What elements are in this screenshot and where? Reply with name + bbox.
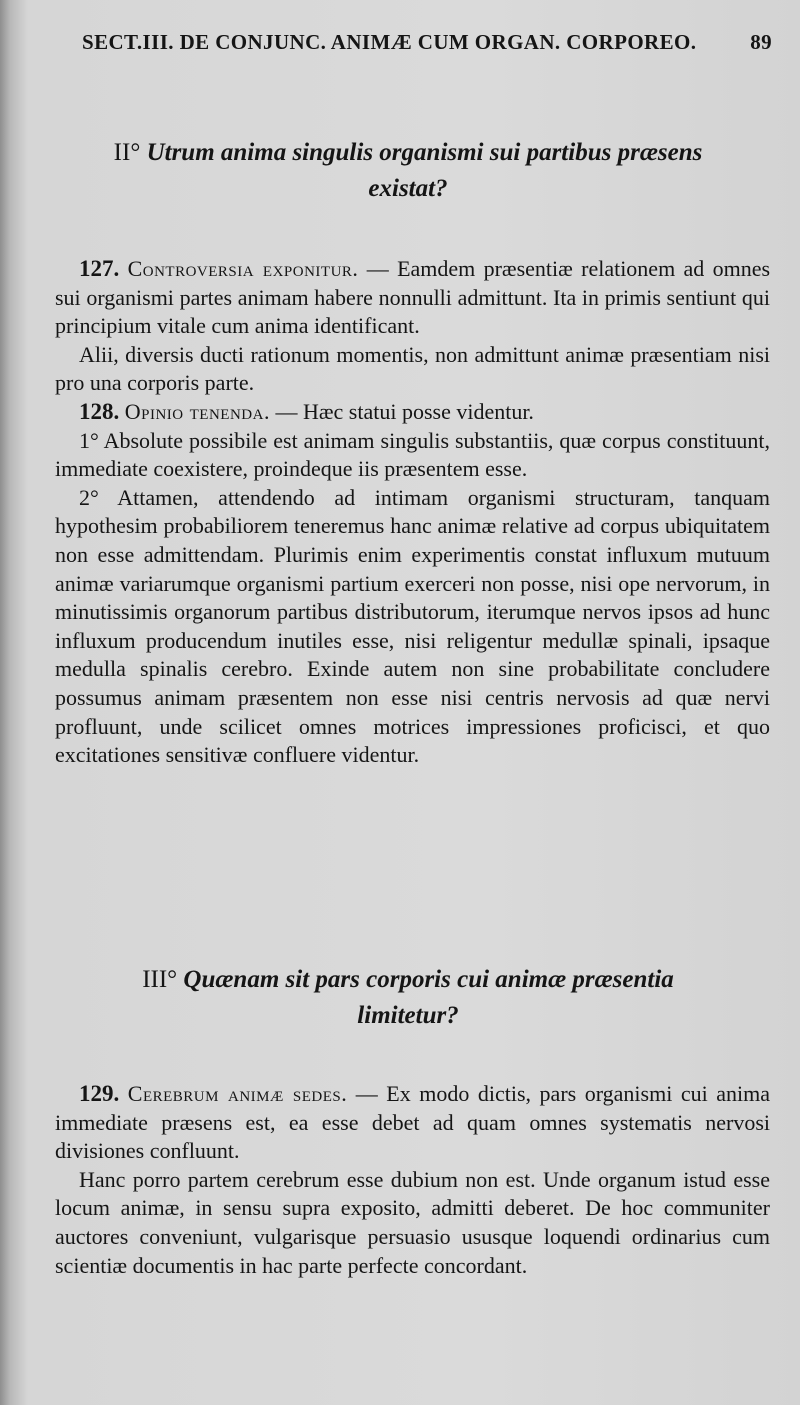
- paragraph-number: 129.: [79, 1081, 120, 1106]
- point-2: [55, 484, 770, 770]
- section-heading-3: [58, 962, 758, 1034]
- paragraph-caption: Opinio tenenda.: [124, 398, 270, 424]
- point-1: [55, 427, 770, 484]
- em-dash: —: [366, 256, 389, 281]
- section-heading-2: [58, 135, 758, 207]
- section-numeral: II°: [113, 139, 141, 166]
- running-head: [82, 30, 772, 55]
- paragraph-caption: Controversia exponitur.: [127, 256, 359, 281]
- paragraph-text: Eamdem præsentiæ relationem ad omnes sui organismi partes animam habere nonnulli admittunt. Ita in primis sentiunt qui principium vitale cum anima identificant.: [55, 256, 771, 339]
- point-text: Attamen, attendendo ad intimam organismi structuram, tanquam hypothesim probabiliorem teneremus hanc animæ relative ad corpus ubiquitatem non esse admittendam. Plurimis enim experimentis constat influxum mutuum animæ variarumque organismi partium exerceri non posse, nisi ope nervorum, in minutissimis organorum partibus distributorum, iterumque nervos ipsos ad hunc influxum producendum inutiles esse, nisi religentur medullæ spinali, ipsaque medulla spinalis cerebro. Exinde autem non sine probabilitate concludere possumus animam præsentem non esse nisi centris nervosis ad quæ nervi profluunt, unde scilicet omnes motrices impressiones proficisci, et quo excitationes sensitivæ confluere videntur.: [55, 484, 770, 768]
- paragraph-127: [55, 255, 770, 341]
- section-title-line2: existat?: [368, 175, 448, 202]
- section-numeral: III°: [142, 966, 178, 993]
- em-dash: —: [275, 398, 298, 424]
- section-title-line1: Quænam sit pars corporis cui animæ præsentia: [183, 966, 674, 993]
- text-block-2: [55, 1080, 770, 1280]
- paragraph-caption: Cerebrum animæ sedes.: [127, 1081, 348, 1106]
- point-marker: 2°: [79, 484, 99, 510]
- paragraph-number: 128.: [79, 398, 120, 424]
- section-title-line2: limitetur?: [357, 1002, 459, 1029]
- paragraph-alii: [55, 341, 770, 398]
- paragraph-number: 127.: [79, 256, 120, 281]
- paragraph-text: Hæc statui posse videntur.: [302, 398, 534, 424]
- section-title-line1: Utrum anima singulis organismi sui partibus præsens: [146, 139, 703, 166]
- paragraph-text: Ex modo dictis, pars organismi cui anima immediate præsens est, ea esse debet ad quam omnes systematis nervosi divisiones confluunt.: [55, 1081, 771, 1164]
- page-number: 89: [750, 30, 772, 54]
- paragraph-129: [55, 1080, 770, 1166]
- em-dash: —: [355, 1081, 378, 1106]
- paragraph-hanc: [55, 1166, 770, 1280]
- running-head-title: SECT.III. DE CONJUNC. ANIMÆ CUM ORGAN. CORPOREO.: [82, 30, 697, 54]
- paragraph-text: Hanc porro partem cerebrum esse dubium non est. Unde organum istud esse locum animæ, in sensu supra exposito, admitti deberet. De hoc communiter auctores conveniunt, vulgarisque persuasio ususque loquendi ordinarius cum scientiæ documentis in hac parte perfecte concordant.: [55, 1166, 770, 1278]
- text-block-1: [55, 255, 770, 770]
- point-text: Absolute possibile est animam singulis substantiis, quæ corpus constituunt, immediate coexistere, proindeque iis præsentem esse.: [55, 427, 770, 482]
- paragraph-text: Alii, diversis ducti rationum momentis, non admittunt animæ præsentiam nisi pro una corporis parte.: [55, 341, 770, 396]
- paragraph-128: [55, 398, 770, 427]
- point-marker: 1°: [79, 427, 99, 453]
